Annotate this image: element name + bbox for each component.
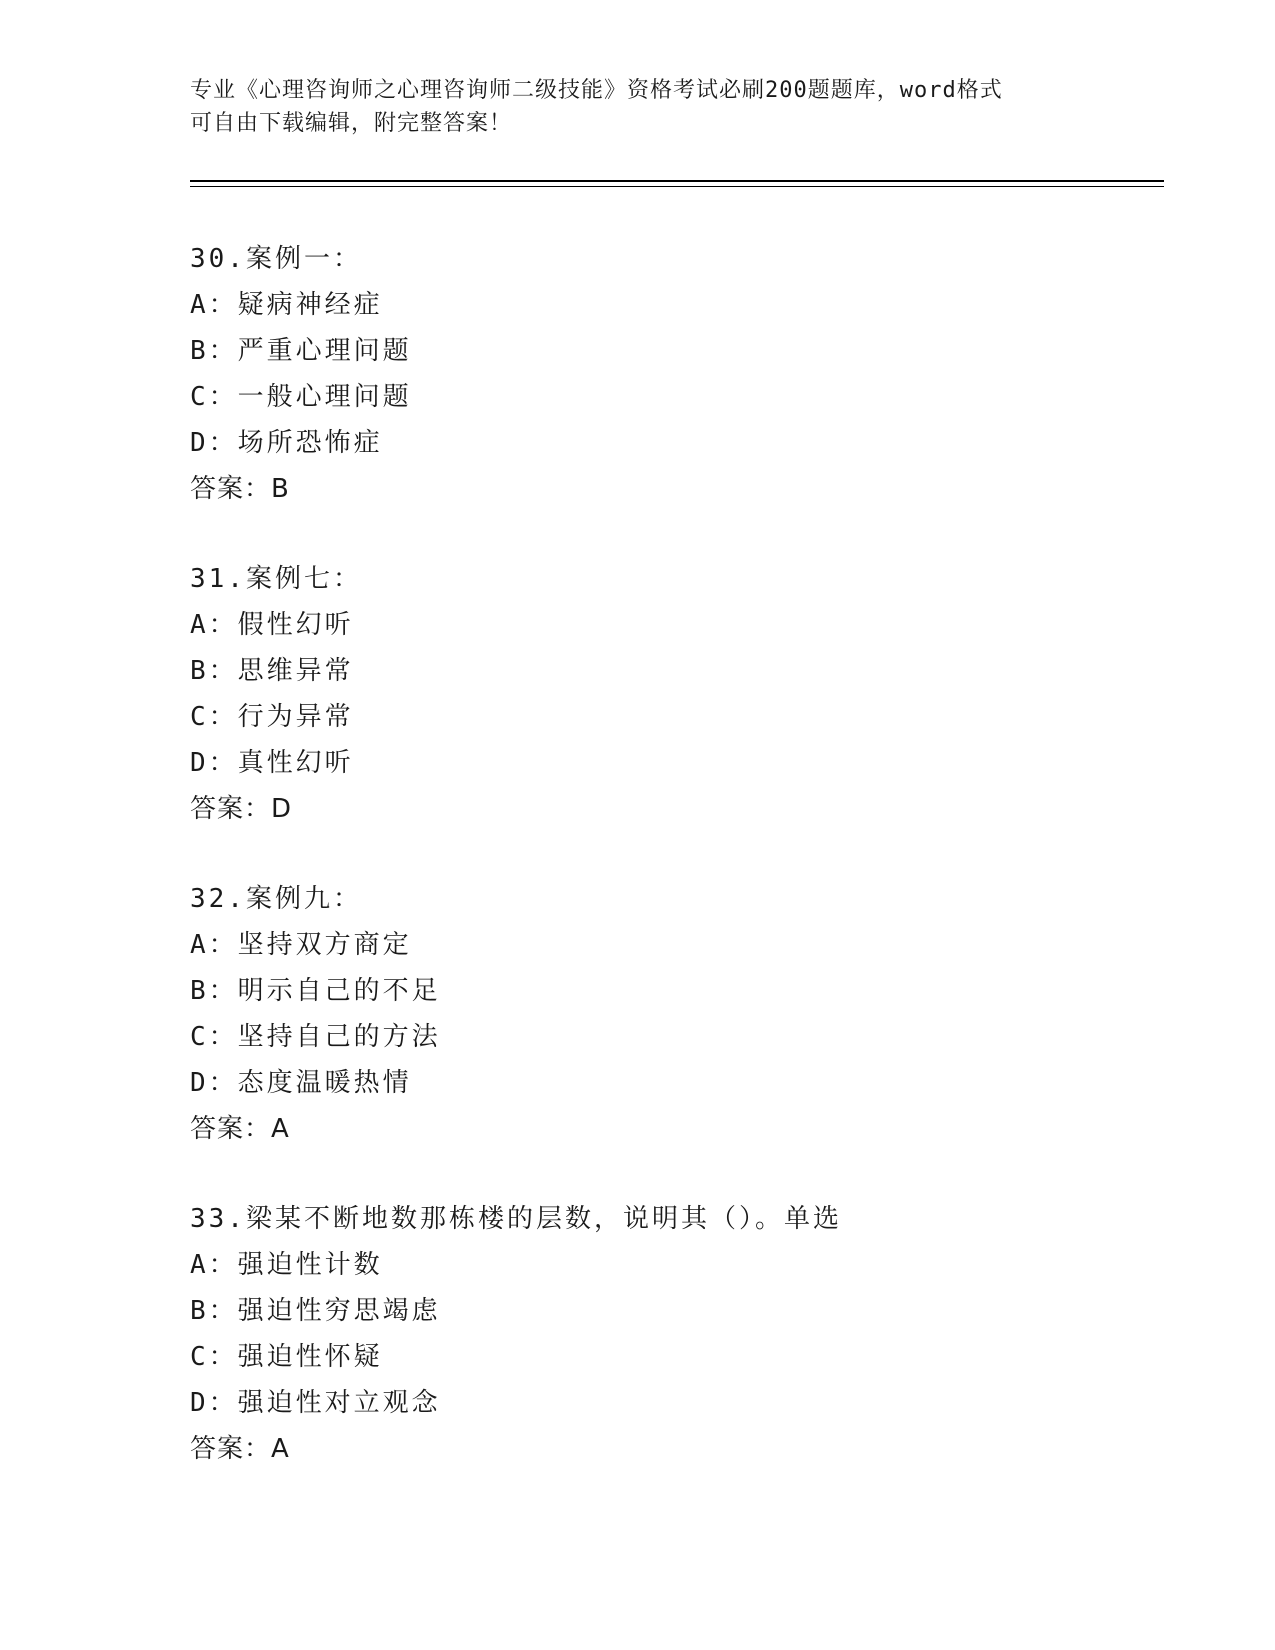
question-stem: 30.案例一： (190, 244, 362, 274)
option-c: C：一般心理问题 (190, 382, 412, 412)
option-a: A：强迫性计数 (190, 1250, 383, 1280)
question-list (190, 236, 1140, 1516)
option-a: A：坚持双方商定 (190, 930, 412, 960)
question-33 (190, 1196, 1140, 1472)
header-line-1: 专业《心理咨询师之心理咨询师二级技能》资格考试必刷200题题库，word格式 (190, 78, 1003, 103)
option-c: C：行为异常 (190, 702, 354, 732)
option-b: B：严重心理问题 (190, 336, 412, 366)
question-31 (190, 556, 1140, 832)
option-a: A：假性幻听 (190, 610, 354, 640)
answer-line: 答案：D (190, 794, 293, 824)
answer-line: 答案：A (190, 1434, 290, 1464)
question-stem: 32.案例九： (190, 884, 362, 914)
option-d: D：场所恐怖症 (190, 428, 383, 458)
question-stem: 33.梁某不断地数那栋楼的层数，说明其（）。单选 (190, 1204, 842, 1234)
document-header (190, 74, 1090, 140)
header-rule-thin (190, 186, 1164, 187)
option-b: B：思维异常 (190, 656, 354, 686)
option-d: D：态度温暖热情 (190, 1068, 412, 1098)
option-c: C：坚持自己的方法 (190, 1022, 441, 1052)
header-rule-thick (190, 180, 1164, 182)
header-line-2: 可自由下载编辑，附完整答案！ (190, 111, 513, 136)
answer-line: 答案：A (190, 1114, 290, 1144)
option-a: A：疑病神经症 (190, 290, 383, 320)
option-c: C：强迫性怀疑 (190, 1342, 383, 1372)
question-30 (190, 236, 1140, 512)
answer-line: 答案：B (190, 474, 290, 504)
option-b: B：强迫性穷思竭虑 (190, 1296, 441, 1326)
question-32 (190, 876, 1140, 1152)
option-d: D：真性幻听 (190, 748, 354, 778)
question-stem: 31.案例七： (190, 564, 362, 594)
option-b: B：明示自己的不足 (190, 976, 441, 1006)
option-d: D：强迫性对立观念 (190, 1388, 441, 1418)
